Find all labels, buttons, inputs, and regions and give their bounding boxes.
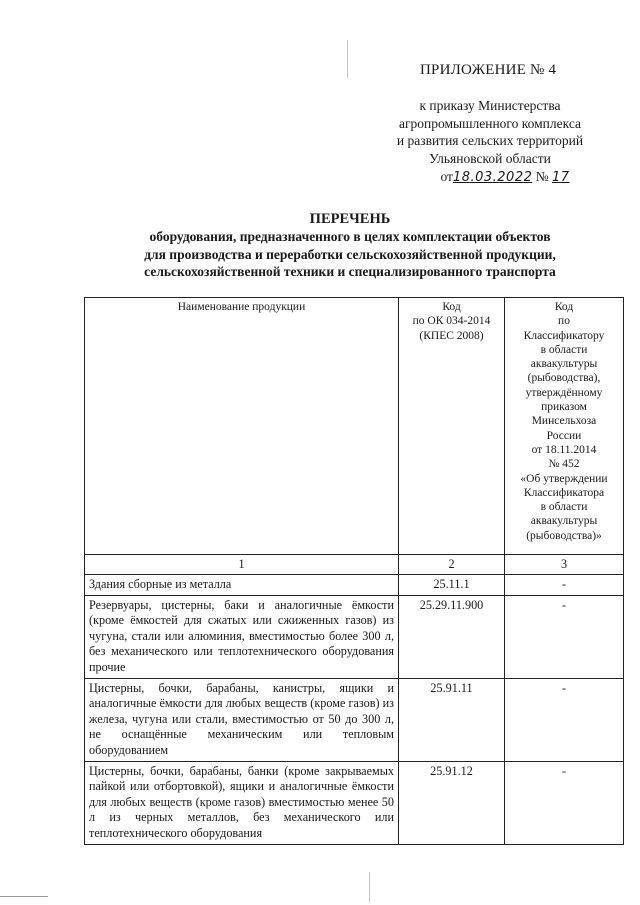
aqua-code: - <box>505 575 624 596</box>
okpd-code: 25.11.1 <box>399 575 505 596</box>
product-name: Цистерны, бочки, барабаны, банки (кроме закрываемых пайкой или отбортовкой), ящики и аналогичные ёмкости для любых веществ (кроме газов) вместимостью менее 50 л из черных металлов, без механического или теплотехнического оборудования <box>85 761 399 844</box>
title-line-2: для производства и переработки сельскохозяйственной продукции, <box>144 246 556 262</box>
table-row <box>85 595 624 678</box>
aqua-code: - <box>505 761 624 844</box>
order-line-1: к приказу Министерства <box>419 98 561 113</box>
header-okpd-code-text: Код по ОК 034-2014 (КПЕС 2008) <box>412 301 491 342</box>
aqua-code: - <box>505 678 624 761</box>
okpd-code: 25.29.11.900 <box>399 595 505 678</box>
number-prefix: № <box>535 169 549 184</box>
scan-artifact-bottom <box>369 872 370 902</box>
title-main: ПЕРЕЧЕНЬ <box>309 211 391 227</box>
product-name: Резервуары, цистерны, баки и аналогичные ёмкости (кроме ёмкостей для сжатых или сжиженных газов) из чугуна, стали или алюминия, вместимостью более 300 л, без механического или теплотехнического оборудования прочие <box>85 595 399 678</box>
product-name: Здания сборные из металла <box>85 575 399 596</box>
scan-artifact-top <box>347 40 348 78</box>
equipment-table <box>84 297 624 845</box>
date-prefix: от <box>440 169 453 184</box>
header-aqua-code <box>505 298 624 555</box>
appendix-title: ПРИЛОЖЕНИЕ № 4 <box>420 62 557 78</box>
table-row <box>85 761 624 844</box>
order-line-4: Ульяновской области <box>429 150 551 166</box>
aqua-code: - <box>505 595 624 678</box>
table-row <box>85 678 624 761</box>
header-aqua-code-text: Код по Классификатору в области аквакультуры (рыбоводства), утверждённому приказом Минсельхоза России от 18.11.2014 № 452 «Об утверждении Классификатора в области аквакультуры (рыбоводства)» <box>520 301 608 542</box>
order-number: 17 <box>552 170 570 185</box>
column-number-3: 3 <box>505 555 624 575</box>
title-line-3: сельскохозяйственной техники и специализированного транспорта <box>144 264 556 279</box>
title-line-1: оборудования, предназначенного в целях комплектации объектов <box>149 229 551 244</box>
scan-artifact-corner <box>0 896 48 897</box>
okpd-code: 25.91.12 <box>399 761 505 844</box>
order-line-2: агропромышленного комплекса <box>399 115 581 131</box>
document-title <box>60 210 640 281</box>
column-number-2: 2 <box>399 555 505 575</box>
order-line-3: и развития сельских территорий <box>396 133 584 148</box>
order-date: 18.03.2022 <box>452 170 533 185</box>
column-number-1: 1 <box>85 555 399 575</box>
okpd-code: 25.91.11 <box>399 678 505 761</box>
appendix-block <box>360 62 620 188</box>
product-name: Цистерны, бочки, барабаны, канистры, ящики и аналогичные ёмкости для любых веществ (кроме газов) из железа, чугуна или стали, вместимостью от 50 до 300 л, не оснащённые механическим или тепловым оборудованием <box>85 678 399 761</box>
header-product-name: Наименование продукции <box>85 298 399 555</box>
order-date-line <box>360 167 620 188</box>
table-row <box>85 575 624 596</box>
header-okpd-code <box>399 298 505 555</box>
column-number-row <box>85 555 624 575</box>
table-header-row <box>85 298 624 555</box>
